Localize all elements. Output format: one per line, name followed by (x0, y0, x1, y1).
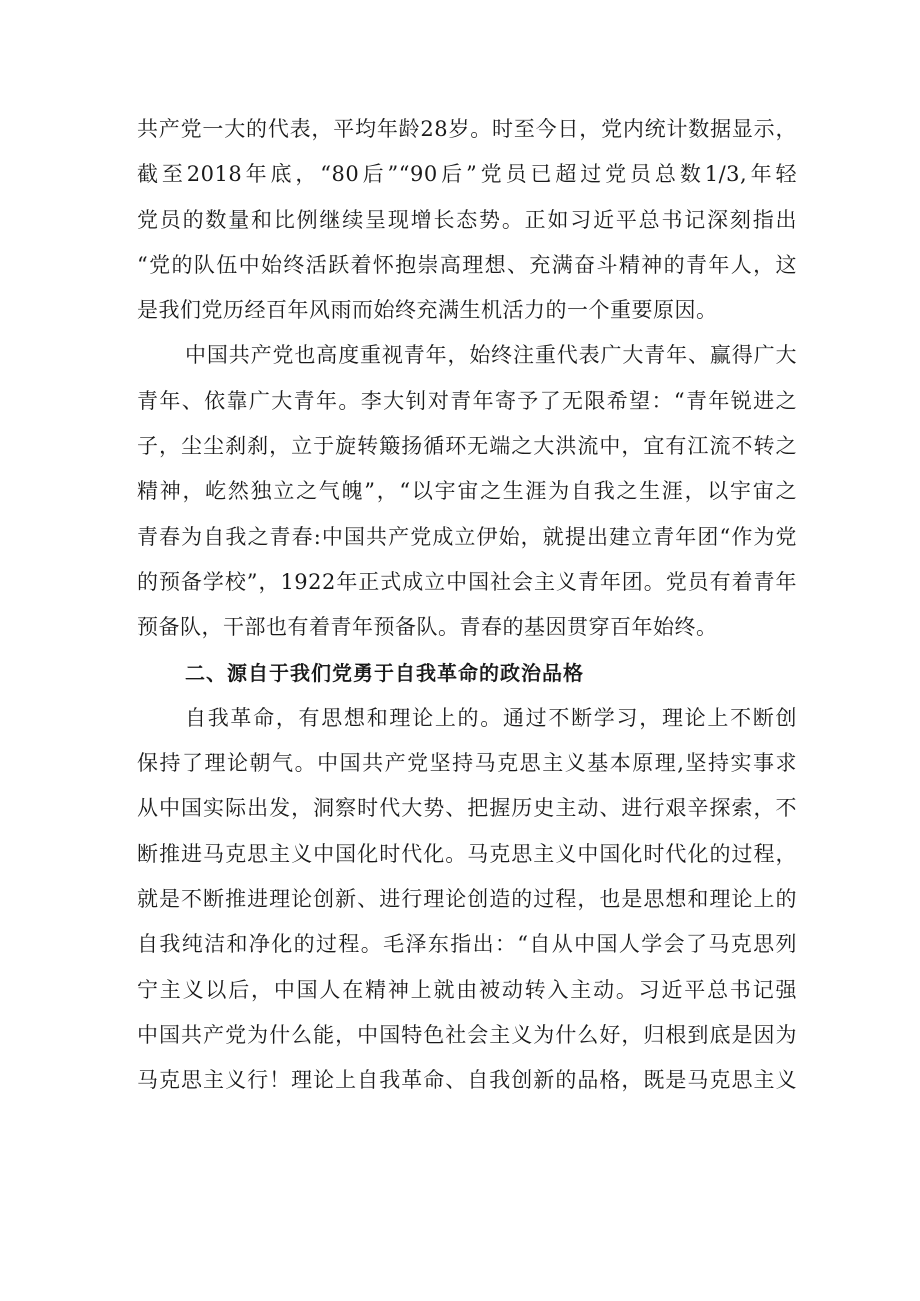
paragraph-line: 自我革命，有思想和理论上的。通过不断学习，理论上不断创 (185, 705, 797, 730)
paragraph-line: 中国共产党为什么能，中国特色社会主义为什么好，归根到底是因为 (137, 1022, 797, 1047)
paragraph-line: 青春为自我之青春:中国共产党成立伊始，就提出建立青年团“作为党 (137, 524, 797, 549)
paragraph-line: 宁主义以后，中国人在精神上就由被动转入主动。习近平总书记强 (137, 977, 797, 1002)
paragraph-line: 青年、依靠广大青年。李大钊对青年寄予了无限希望：“青年锐进之 (137, 388, 797, 413)
paragraph-line: 的预备学校”，1922年正式成立中国社会主义青年团。党员有着青年 (137, 569, 797, 594)
paragraph-line: 保持了理论朝气。中国共产党坚持马克思主义基本原理,坚持实事求 (137, 751, 797, 776)
paragraph-line: 中国共产党也高度重视青年，始终注重代表广大青年、赢得广大 (185, 343, 797, 368)
paragraph-line: 断推进马克思主义中国化时代化。马克思主义中国化时代化的过程， (137, 841, 797, 866)
paragraph-line: 马克思主义行！理论上自我革命、自我创新的品格，既是马克思主义 (137, 1068, 797, 1093)
paragraph-line: 精神，屹然独立之气魄”，“以宇宙之生涯为自我之生涯，以宇宙之 (137, 479, 797, 504)
paragraph-line: 自我纯洁和净化的过程。毛泽东指出：“自从中国人学会了马克思列 (137, 932, 797, 957)
paragraph-line: 截至2018年底，“80后”“90后”党员已超过党员总数1/3,年轻 (137, 162, 797, 187)
section-heading: 二、源自于我们党勇于自我革命的政治品格 (185, 660, 584, 685)
paragraph-line: 子，尘尘刹刹，立于旋转簸扬循环无端之大洪流中，宜有江流不转之 (137, 434, 797, 459)
paragraph-line: 是我们党历经百年风雨而始终充满生机活力的一个重要原因。 (137, 298, 718, 323)
paragraph-line: 从中国实际出发，洞察时代大势、把握历史主动、进行艰辛探索，不 (137, 796, 797, 821)
paragraph-line: 就是不断推进理论创新、进行理论创造的过程，也是思想和理论上的 (137, 887, 797, 912)
paragraph-line: 党员的数量和比例继续呈现增长态势。正如习近平总书记深刻指出 (137, 207, 797, 232)
paragraph-line: “党的队伍中始终活跃着怀抱崇高理想、充满奋斗精神的青年人，这 (137, 252, 797, 277)
paragraph-line: 共产党一大的代表，平均年龄28岁。时至今日，党内统计数据显示， (137, 117, 797, 141)
paragraph-line: 预备队，干部也有着青年预备队。青春的基因贯穿百年始终。 (137, 615, 718, 640)
document-body (137, 107, 797, 1104)
